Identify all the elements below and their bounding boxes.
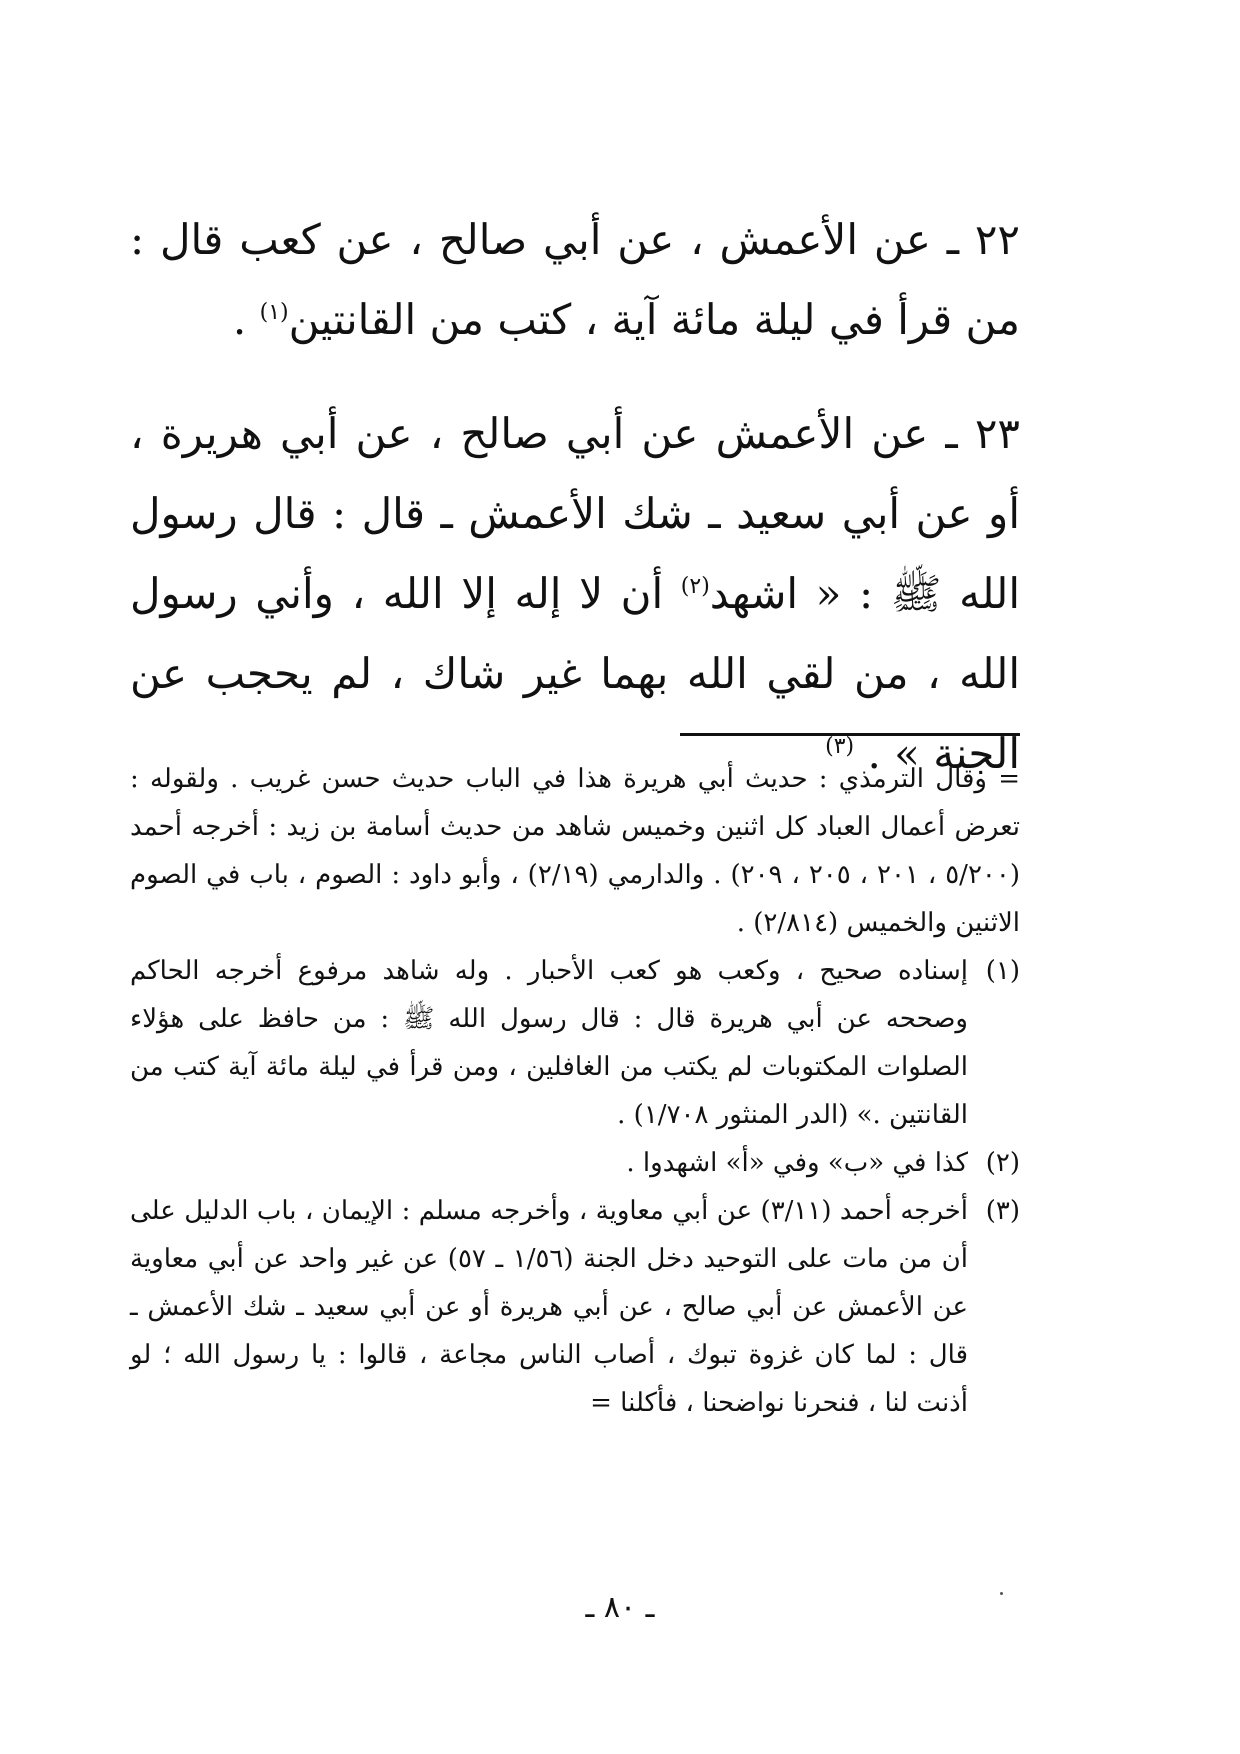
footnote-ref-1[interactable]: (١): [259, 300, 289, 325]
footnote-1-text: إسناده صحيح ، وكعب هو كعب الأحبار . وله شاهد مرفوع أخرجه الحاكم وصححه عن أبي هريرة قال : قال رسول الله ﷺ : من حافظ على هؤلاء الصلوات المكتوبات لم يكتب من الغافلين ، ومن قرأ في ليلة مائة آية كتب من القانتين .» (الدر المنثور ١/٧٠٨) .: [130, 956, 968, 1130]
footnote-ref-3[interactable]: (٣): [825, 734, 855, 759]
footnote-1: [130, 947, 1020, 1139]
main-text: [130, 200, 1020, 794]
hadith-23-text-part1: ٢٣ ـ عن الأعمش عن أبي صالح ، عن أبي هريرة ، أو عن أبي سعيد ـ شك الأعمش ـ قال : قال رسول الله ﷺ : « اشهد: [130, 409, 1020, 618]
footnote-2-text: كذا في «ب» وفي «أ» اشهدوا .: [626, 1148, 968, 1178]
footnote-2: [130, 1139, 1020, 1187]
page-number: ـ ٨٠ ـ: [585, 1590, 655, 1625]
hadith-22: [130, 200, 1020, 360]
footnote-3: [130, 1187, 1020, 1427]
footnote-2-number: (٢): [985, 1148, 1020, 1178]
footnote-1-number: (١): [985, 956, 1020, 986]
footnote-ref-2[interactable]: (٢): [680, 574, 710, 599]
footnote-3-number: (٣): [985, 1196, 1020, 1226]
footnote-3-text: أخرجه أحمد (٣/١١) عن أبي معاوية ، وأخرجه مسلم : الإيمان ، باب الدليل على أن من مات على التوحيد دخل الجنة (١/٥٦ ـ ٥٧) عن غير واحد عن أبي معاوية عن الأعمش عن أبي صالح ، عن أبي هريرة أو عن أبي سعيد ـ شك الأعمش ـ قال : لما كان غزوة تبوك ، أصاب الناس مجاعة ، قالوا : يا رسول الله ؛ لو أذنت لنا ، فنحرنا نواضحنا ، فأكلنا =: [130, 1196, 968, 1418]
footnote-continued: [130, 755, 1020, 947]
footnote-continued-text: = وقال الترمذي : حديث أبي هريرة هذا في الباب حديث حسن غريب . ولقوله : تعرض أعمال العباد كل اثنين وخميس شاهد من حديث أسامة بن زيد : أخرجه أحمد (٥/٢٠٠ ، ٢٠١ ، ٢٠٥ ، ٢٠٩) . والدارمي (٢/١٩) ، وأبو داود : الصوم ، باب في الصوم الاثنين والخميس (٢/٨١٤) .: [130, 764, 1020, 938]
scan-speck: [1000, 1592, 1003, 1595]
hadith-22-end: .: [232, 295, 260, 344]
footnotes-section: [130, 755, 1020, 1427]
footnote-divider: [680, 733, 1020, 736]
hadith-23-text-part2: أن لا إله إلا الله ، وأني رسول الله ، من لقي الله بهما غير شاك ، لم يحجب عن الجنة » .: [130, 569, 1020, 778]
hadith-22-text: ٢٢ ـ عن الأعمش ، عن أبي صالح ، عن كعب قال : من قرأ في ليلة مائة آية ، كتب من القانتين: [130, 215, 1020, 344]
